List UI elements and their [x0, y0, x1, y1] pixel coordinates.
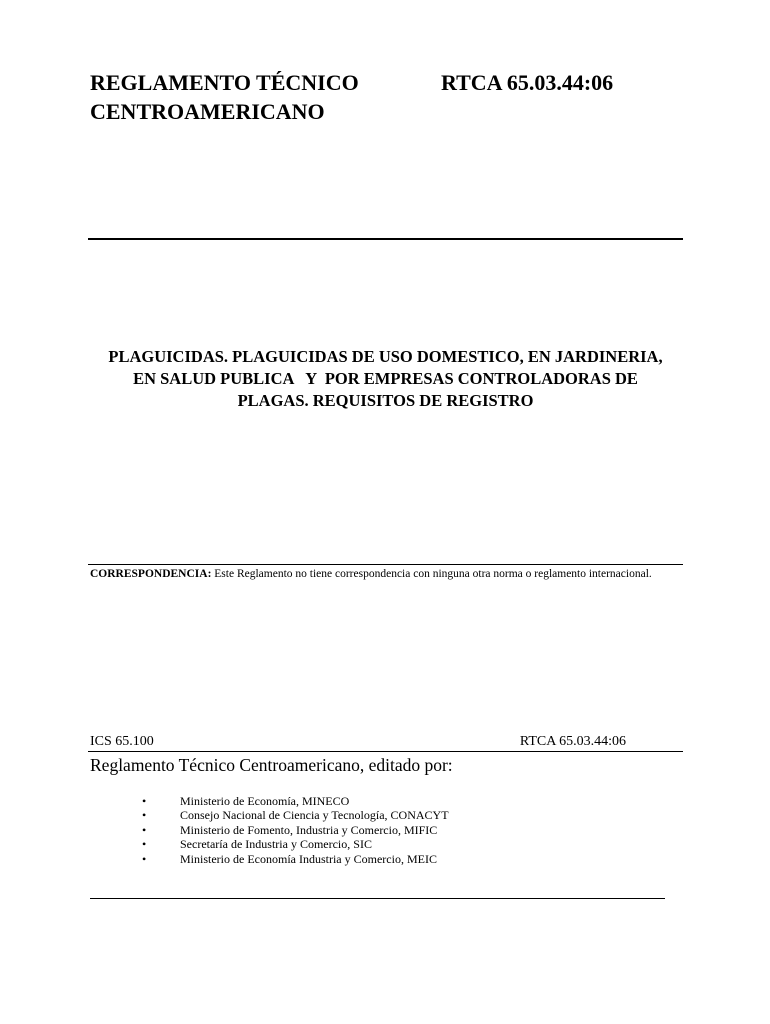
regulation-title-line1: REGLAMENTO TÉCNICO — [90, 70, 359, 95]
organization-name: Secretaría de Industria y Comercio, SIC — [180, 837, 372, 852]
bullet-icon: • — [142, 808, 147, 823]
footer-divider — [88, 751, 683, 752]
bullet-icon: • — [142, 837, 147, 852]
list-item — [90, 837, 449, 851]
ics-code: ICS 65.100 — [90, 734, 154, 749]
organization-name: Ministerio de Economía Industria y Comercio, MEIC — [180, 851, 437, 866]
document-title-line2: EN SALUD PUBLICA Y POR EMPRESAS CONTROLADORAS DE — [133, 369, 638, 388]
top-divider — [88, 238, 683, 240]
edited-by-label: Reglamento Técnico Centroamericano, editado por: — [90, 755, 453, 775]
bullet-icon: • — [142, 822, 147, 837]
organization-name: Consejo Nacional de Ciencia y Tecnología, CONACYT — [180, 808, 449, 823]
bullet-icon: • — [142, 851, 147, 866]
list-item — [90, 794, 449, 808]
bottom-divider — [90, 898, 665, 899]
correspondence-divider — [88, 564, 683, 565]
organization-list — [90, 794, 449, 866]
correspondence-note — [90, 567, 682, 582]
list-item — [90, 808, 449, 822]
list-item — [90, 852, 449, 866]
regulation-title-line2: CENTROAMERICANO — [90, 99, 325, 124]
regulation-code: RTCA 65.03.44:06 — [441, 70, 614, 95]
regulation-title — [90, 68, 359, 126]
organization-name: Ministerio de Economía, MINECO — [180, 794, 350, 808]
correspondence-text: Este Reglamento no tiene correspondencia con ninguna otra norma o reglamento internacional. — [214, 568, 652, 580]
list-item — [90, 823, 449, 837]
bullet-icon: • — [142, 794, 147, 808]
organization-name: Ministerio de Fomento, Industria y Comercio, MIFIC — [180, 822, 438, 837]
correspondence-label: CORRESPONDENCIA: — [90, 568, 212, 580]
footer-regulation-code: RTCA 65.03.44:06 — [519, 734, 626, 749]
document-title-line3: PLAGAS. REQUISITOS DE REGISTRO — [237, 391, 534, 410]
document-title-line1: PLAGUICIDAS. PLAGUICIDAS DE USO DOMESTICO, EN JARDINERIA, — [108, 347, 663, 366]
footer-code-row — [88, 733, 683, 751]
document-title — [88, 346, 683, 412]
